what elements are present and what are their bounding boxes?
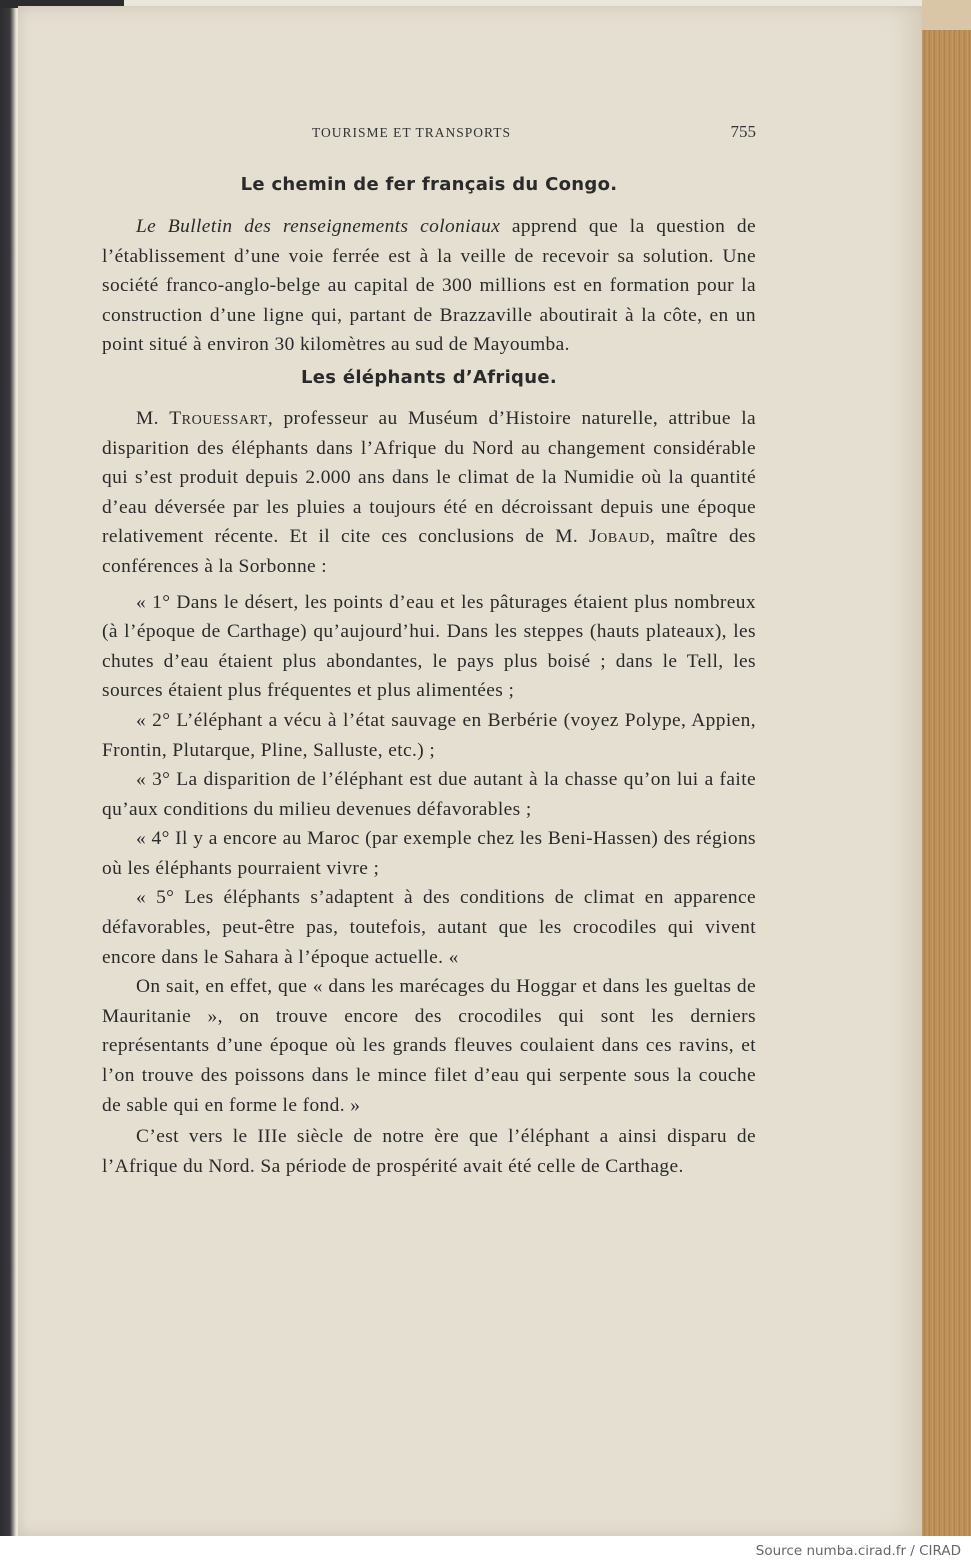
bulletin-title: Le Bulletin des renseignements coloniaux xyxy=(136,216,501,237)
paragraph-congo xyxy=(102,212,756,360)
paragraph-congo-text: apprend que la question de l’établissement d’une voie ferrée est à la veille de recevoir sa solution. Une société franco-anglo-belge au capital de 300 millions est en formation pour la construction d’une ligne qui, partant de Brazzaville aboutirait à la côte, en un point situé à environ 30 kilomètres au sud de Mayoumba. xyxy=(102,216,756,356)
quote-item-1: « 1° Dans le désert, les points d’eau et les pâturages étaient plus nombreux (à l’époque de Carthage) qu’aujourd’hui. Dans les steppes (hauts plateaux), les chutes d’eau étaient plus abondantes, le pays plus boisé ; dans le Tell, les sources étaient plus fréquentes et plus alimentées ; xyxy=(102,591,756,702)
running-title: TOURISME ET TRANSPORTS xyxy=(312,125,511,140)
section-title-elephants: Les éléphants d’Afrique. xyxy=(301,366,557,388)
page-number: 755 xyxy=(730,122,756,141)
author-name-jobaud: Jobaud xyxy=(589,526,650,548)
book-binding xyxy=(0,0,16,1536)
paragraph-on-sait: On sait, en effet, que « dans les marécages du Hoggar et dans les gueltas de Mauritanie », on trouve encore des crocodiles qui sont les derniers représentants d’une époque où les grands fleuves coulaient dans ces ravins, et l’on trouve des poissons dans le mince filet d’eau qui serpente sous la couche de sable qui en forme le fond. » xyxy=(102,976,756,1116)
page-stack-edges xyxy=(920,30,971,1536)
quote-item-5: « 5° Les éléphants s’adaptent à des conditions de climat en apparence défavorables, peut-être pas, toutefois, autant que les crocodiles qui vivent encore dans le Sahara à l’époque actuelle. « xyxy=(102,887,756,968)
section-title-congo: Le chemin de fer français du Congo. xyxy=(240,174,618,195)
running-header xyxy=(102,122,756,150)
quote-item-3: « 3° La disparition de l’éléphant est due autant à la chasse qu’on lui a faite qu’aux conditions du milieu devenues défavorables ; xyxy=(102,769,756,820)
quote-item-4: « 4° Il y a encore au Maroc (par exemple chez les Beni-Hassen) des régions où les éléphants pourraient vivre ; xyxy=(102,828,756,879)
page-stack-top xyxy=(922,0,971,30)
intro-suffix: , maître des conférences à la Sorbonne : xyxy=(102,526,756,577)
intro-prefix: M. xyxy=(136,407,170,429)
author-name-trouessart: Trouessart xyxy=(169,407,268,429)
page-text-block xyxy=(102,122,756,1181)
source-credit: Source numba.cirad.fr / CIRAD xyxy=(755,1543,961,1559)
paragraph-final: C’est vers le IIIe siècle de notre ère que l’éléphant a ainsi disparu de l’Afrique du Nord. Sa période de prospérité avait été celle de Carthage. xyxy=(102,1126,756,1177)
intro-body: , professeur au Muséum d’Histoire naturelle, attribue la disparition des éléphants dans l’Afrique du Nord au changement considérable qui s’est produit depuis 2.000 ans dans le climat de la Numidie où la quantité d’eau déversée par les pluies a toujours été en décroissant depuis une époque relativement récente. Et il cite ces conclusions de M. xyxy=(102,407,756,548)
quote-item-2: « 2° L’éléphant a vécu à l’état sauvage en Berbérie (voyez Polype, Appien, Frontin, Plutarque, Pline, Salluste, etc.) ; xyxy=(102,709,756,761)
paragraph-elephants-intro xyxy=(102,404,756,582)
